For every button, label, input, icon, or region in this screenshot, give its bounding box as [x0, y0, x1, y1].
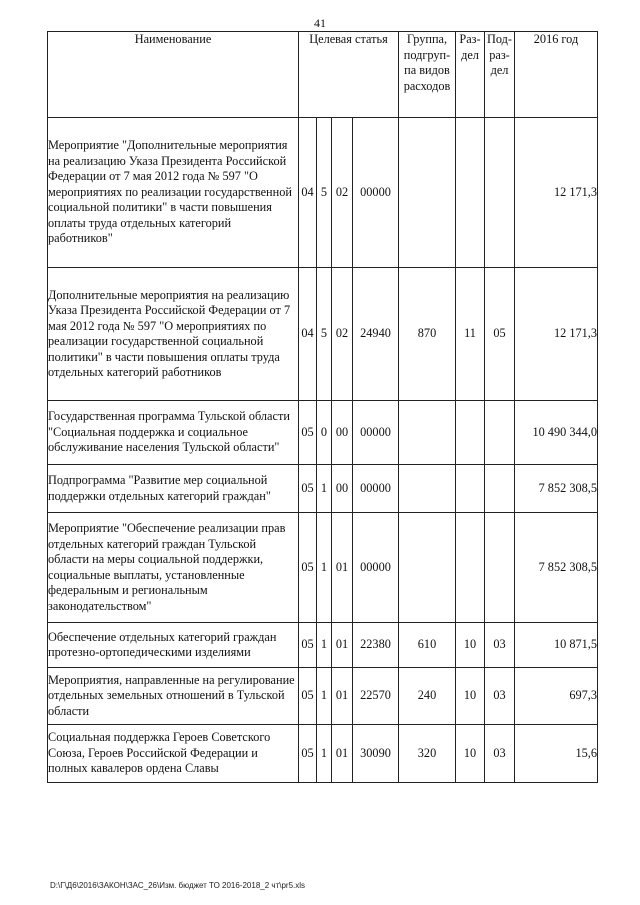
- subprogram-code-cell: 1: [317, 668, 332, 725]
- page-number: 41: [314, 16, 326, 30]
- header-section: Раз-дел: [456, 32, 485, 118]
- program-code-cell: 05: [299, 401, 317, 465]
- measure-code-cell: 02: [332, 118, 353, 268]
- table-row: [48, 268, 598, 401]
- section-cell: [456, 465, 485, 513]
- measure-code-cell: 01: [332, 623, 353, 668]
- measure-code-cell: 00: [332, 465, 353, 513]
- expense-group-cell: [399, 118, 456, 268]
- header-year: 2016 год: [515, 32, 598, 118]
- subprogram-code-cell: 5: [317, 118, 332, 268]
- header-target-article: Целевая статья: [299, 32, 399, 118]
- row-name-cell: Обеспечение отдельных категорий граждан протезно-ортопедическими изделиями: [48, 623, 299, 668]
- direction-code-cell: 00000: [353, 513, 399, 623]
- measure-code-cell: 01: [332, 513, 353, 623]
- subprogram-code-cell: 1: [317, 465, 332, 513]
- amount-cell: 697,3: [515, 668, 598, 725]
- direction-code-cell: 00000: [353, 465, 399, 513]
- subsection-cell: [485, 513, 515, 623]
- subsection-cell: [485, 401, 515, 465]
- amount-cell: 7 852 308,5: [515, 513, 598, 623]
- amount-cell: 15,6: [515, 725, 598, 783]
- measure-code-cell: 01: [332, 668, 353, 725]
- subsection-cell: 03: [485, 668, 515, 725]
- subprogram-code-cell: 1: [317, 725, 332, 783]
- program-code-cell: 05: [299, 725, 317, 783]
- table-row: [48, 118, 598, 268]
- subsection-cell: [485, 465, 515, 513]
- table-row: [48, 513, 598, 623]
- measure-code-cell: 01: [332, 725, 353, 783]
- direction-code-cell: 00000: [353, 118, 399, 268]
- row-name-cell: Мероприятия, направленные на регулирование отдельных земельных отношений в Тульской области: [48, 668, 299, 725]
- row-name-cell: Государственная программа Тульской области "Социальная поддержка и социальное обслуживание населения Тульской области": [48, 401, 299, 465]
- section-cell: [456, 401, 485, 465]
- table-row: [48, 623, 598, 668]
- expense-group-cell: 320: [399, 725, 456, 783]
- file-path-footer: D:\Г\Д6\2016\ЗАКОН\ЗАС_26\Изм. бюджет ТО 2016-2018_2 чт\pr5.xls: [50, 881, 306, 890]
- direction-code-cell: 24940: [353, 268, 399, 401]
- amount-cell: 12 171,3: [515, 118, 598, 268]
- subsection-cell: 03: [485, 623, 515, 668]
- direction-code-cell: 22380: [353, 623, 399, 668]
- measure-code-cell: 00: [332, 401, 353, 465]
- section-cell: 10: [456, 668, 485, 725]
- expense-group-cell: 240: [399, 668, 456, 725]
- amount-cell: 10 871,5: [515, 623, 598, 668]
- expense-group-cell: 870: [399, 268, 456, 401]
- expense-group-cell: 610: [399, 623, 456, 668]
- amount-cell: 7 852 308,5: [515, 465, 598, 513]
- program-code-cell: 04: [299, 118, 317, 268]
- table-row: [48, 465, 598, 513]
- amount-cell: 12 171,3: [515, 268, 598, 401]
- direction-code-cell: 30090: [353, 725, 399, 783]
- section-cell: 10: [456, 623, 485, 668]
- table-row: [48, 725, 598, 783]
- table-row: [48, 668, 598, 725]
- subprogram-code-cell: 5: [317, 268, 332, 401]
- header-subsection: Под-раз-дел: [485, 32, 515, 118]
- subsection-cell: 03: [485, 725, 515, 783]
- subprogram-code-cell: 1: [317, 513, 332, 623]
- expense-group-cell: [399, 401, 456, 465]
- measure-code-cell: 02: [332, 268, 353, 401]
- expense-group-cell: [399, 465, 456, 513]
- program-code-cell: 05: [299, 668, 317, 725]
- row-name-cell: Мероприятие "Обеспечение реализации прав отдельных категорий граждан Тульской области на меры социальной поддержки, социальные выплаты, установленные федеральным и региональным законодательством": [48, 513, 299, 623]
- row-name-cell: Социальная поддержка Героев Советского Союза, Героев Российской Федерации и полных кавалеров ордена Славы: [48, 725, 299, 783]
- program-code-cell: 05: [299, 623, 317, 668]
- header-row: [48, 32, 598, 118]
- section-cell: [456, 513, 485, 623]
- amount-cell: 10 490 344,0: [515, 401, 598, 465]
- table-row: [48, 401, 598, 465]
- subprogram-code-cell: 1: [317, 623, 332, 668]
- section-cell: 10: [456, 725, 485, 783]
- expense-group-cell: [399, 513, 456, 623]
- header-name: Наименование: [48, 32, 299, 118]
- program-code-cell: 05: [299, 513, 317, 623]
- budget-table: [47, 31, 598, 783]
- direction-code-cell: 22570: [353, 668, 399, 725]
- subprogram-code-cell: 0: [317, 401, 332, 465]
- section-cell: 11: [456, 268, 485, 401]
- header-group: Группа, подгруп-па видов расходов: [399, 32, 456, 118]
- section-cell: [456, 118, 485, 268]
- direction-code-cell: 00000: [353, 401, 399, 465]
- subsection-cell: [485, 118, 515, 268]
- program-code-cell: 04: [299, 268, 317, 401]
- program-code-cell: 05: [299, 465, 317, 513]
- subsection-cell: 05: [485, 268, 515, 401]
- row-name-cell: Подпрограмма "Развитие мер социальной поддержки отдельных категорий граждан": [48, 465, 299, 513]
- row-name-cell: Дополнительные мероприятия на реализацию Указа Президента Российской Федерации от 7 мая 2012 года № 597 "О мероприятиях по реализации государственной социальной политики" в части повышения оплаты труда отдельных категорий работников: [48, 268, 299, 401]
- row-name-cell: Мероприятие "Дополнительные мероприятия на реализацию Указа Президента Российской Федерации от 7 мая 2012 года № 597 "О мероприятиях по реализации государственной социальной политики" в части повышения оплаты труда отдельных категорий работников": [48, 118, 299, 268]
